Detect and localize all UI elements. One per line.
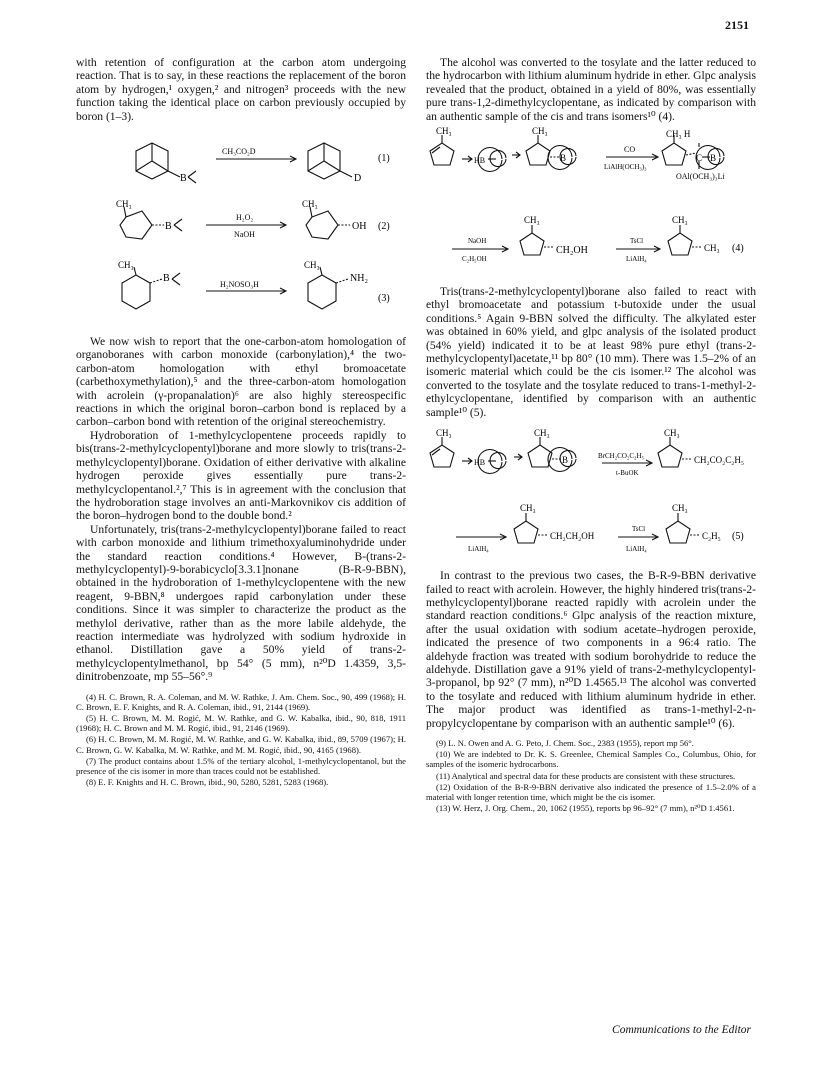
eq2-ch3-left: CH₃ bbox=[116, 199, 132, 210]
eq2-reagent-top: H₂O₂ bbox=[236, 213, 254, 223]
right-paragraph-1: The alcohol was converted to the tosylate and the latter reduced to the hydrocarbon with lithium aluminum hydride in ether. Glpc analysis revealed that the product, obtained in a yield of 80%, was essentially pure trans-1,2-dimethylcyclopentane, as indicated by comparison with an authentic sample of the cis and trans isomers¹⁰ (4). bbox=[426, 56, 756, 123]
eq3-nh2-label: NH₂ bbox=[350, 273, 368, 285]
eq4-oal: OAl(OCH₃)₃Li bbox=[676, 172, 725, 182]
eq2-b-label: B bbox=[165, 221, 172, 233]
footnote-8: (8) E. F. Knights and H. C. Brown, ibid., 90, 5280, 5281, 5283 (1968). bbox=[86, 777, 329, 788]
footnote-4: (4) H. C. Brown, R. A. Coleman, and M. W. Rathke, J. Am. Chem. Soc., 90, 499 (1968); H. C. Brown, E. F. Knights, and R. A. Coleman, ibid., 91, 2144 (1969). bbox=[76, 691, 406, 712]
right-column bbox=[426, 56, 756, 814]
eq5-reagent-bottom: t-BuOK bbox=[616, 469, 639, 478]
eq1-number: (1) bbox=[378, 153, 390, 165]
eq4-ch3: CH₃ bbox=[436, 127, 452, 137]
equation-5 bbox=[426, 429, 756, 559]
equation-1 bbox=[76, 137, 406, 193]
eq4-tscl: TsCl bbox=[630, 237, 644, 246]
eq3-ch3-left: CH₃ bbox=[118, 261, 134, 271]
eq5-alcohol: CH₂CH₂OH bbox=[550, 531, 595, 542]
right-paragraph-2: Tris(trans-2-methylcyclopentyl)borane also failed to react with ethyl bromoacetate and potassium t-butoxide under the usual conditions.⁵ Again 9-BBN solved the difficulty. The alkylated ester was obtained in 60% yield, and glpc analysis of the isolated product (54% yield) indicated it to be at least 98% pure ethyl (trans-2-methylcyclopentyl)acetate,¹¹ bp 80° (10 mm). There was 1.5–2% of an isomeric material which could be the cis isomer.¹² The alcohol was converted to the tosylate and the tosylate reduced to trans-1-methyl-2-ethylcyclopentane, identified by comparison with an authentic sample¹⁰ (5). bbox=[426, 285, 756, 419]
left-column bbox=[76, 56, 406, 788]
eq1-reagent: CH₃CO₂D bbox=[222, 147, 256, 157]
eq2-number: (2) bbox=[378, 221, 390, 233]
eq5-ester: CH₂CO₂C₂H₅ bbox=[694, 455, 745, 466]
left-footnotes bbox=[76, 692, 406, 788]
right-paragraph-3: In contrast to the previous two cases, the B-R-9-BBN derivative failed to react with acrolein. However, the highly hindered tris(trans-2-methylcyclopentyl)borane reacted rapidly with acrolein under the standard reaction conditions.⁶ Glpc analysis of the reaction mixture, after the usual oxidation with sodium acetate–hydrogen peroxide, indicated the presence of two components in a 96:4 ratio. The aldehyde fraction was treated with sodium borohydride to reduce the aldehyde. Distillation gave a 91% yield of trans-2-methylcyclopentyl-3-propanol, bp 92° (7 mm), n²⁰D 1.4565.¹³ The alcohol was converted to the tosylate and reduced with lithium aluminum hydride in ether. The major product was identified as trans-1-methyl-2-n-propylcyclopentane by comparison with an authentic sample¹⁰ (6). bbox=[426, 569, 756, 730]
footnote-6: (6) H. C. Brown, M. M. Rogić, M. W. Rathke, and G. W. Kabalka, ibid., 89, 5709 (1967); H. C. Brown, G. W. Kabalka, M. W. Rathke, and M. M. Rogić, ibid., 90, 4165 (1968). bbox=[76, 734, 406, 755]
footnote-9: (9) L. N. Owen and A. G. Peto, J. Chem. Soc., 2383 (1955), report mp 56°. bbox=[436, 737, 694, 748]
eq5-b: B bbox=[562, 455, 569, 466]
footnote-7: (7) The product contains about 1.5% of the tertiary alcohol, 1-methylcyclopentanol, but the presence of the cis isomer in more than traces could not be established. bbox=[76, 755, 406, 777]
eq4-ch3-end: CH₃ bbox=[704, 243, 720, 254]
eq4-hb: HB bbox=[474, 156, 486, 166]
eq5-lialh4-b: LiAlH₄ bbox=[626, 545, 647, 554]
eq1-d-label: D bbox=[354, 173, 362, 185]
eq5-ethyl: C₂H₅ bbox=[702, 531, 721, 542]
footnote-13: (13) W. Herz, J. Org. Chem., 20, 1062 (1955), reports bp 96–92° (7 mm), n²⁰D 1.4561. bbox=[436, 803, 735, 814]
eq5-reagent-top: BrCH₂CO₂C₂H₅ bbox=[598, 452, 644, 461]
left-paragraph-3: Hydroboration of 1-methylcyclopentene proceeds rapidly to bis(trans-2-methylcyclopentyl)borane and more slowly to tris(trans-2-methylcyclopentyl)borane. Oxidation of either derivative with alkaline hydrogen peroxide gives essentially pure trans-2-methylcyclopentanol.²,⁷ This is in agreement with the conclusion that the hydroboration stage involves an anti-Markovnikov cis addition of the boron–hydrogen bond to the double bond.² bbox=[76, 428, 406, 523]
footnote-5: (5) H. C. Brown, M. M. Rogić, M. W. Rathke, and G. W. Kabalka, ibid., 90, 818, 1911 (1968); H. C. Brown and M. M. Rogić, ibid., 91, 2146 (1969). bbox=[76, 713, 406, 734]
eq4-ch3-c: CH₃ bbox=[524, 215, 540, 226]
footnote-10: (10) We are indebted to Dr. K. S. Greenlee, Chemical Samples Co., Columbus, Ohio, for samples of the isomeric hydrocarbons. bbox=[426, 749, 756, 770]
eq4-b2: B bbox=[710, 153, 717, 164]
eq4-ch3-b: CH₃ bbox=[532, 127, 548, 137]
eq4-co: CO bbox=[624, 145, 636, 155]
page-footer: Communications to the Editor bbox=[612, 1024, 751, 1036]
right-footnotes bbox=[426, 738, 756, 813]
eq4-ch3-h: CH₃ H bbox=[666, 129, 691, 140]
equation-4 bbox=[426, 127, 756, 277]
left-paragraph-1: with retention of configuration at the carbon atom undergoing reaction. That is to say, in these reactions the replacement of the boron atom by hydrogen,¹ oxygen,² and nitrogen³ proceeds with the new function taking the identical place on carbon previously occupied by boron (1–3). bbox=[76, 56, 406, 123]
eq2-reagent-bottom: NaOH bbox=[234, 230, 255, 240]
eq5-ch3: CH₃ bbox=[436, 429, 452, 439]
footnote-12: (12) Oxidation of the B-R-9-BBN derivative also indicated the presence of 1.5–2.0% of a material with longer retention time, which might be the cis isomer. bbox=[426, 781, 756, 802]
eq5-ch3-e: CH₃ bbox=[672, 503, 688, 514]
eq4-number: (4) bbox=[732, 243, 744, 255]
eq4-naoh: NaOH bbox=[468, 237, 487, 246]
eq4-etoh: C₂H₅OH bbox=[462, 255, 487, 264]
equation-2 bbox=[76, 199, 406, 255]
eq4-ch3-d: CH₃ bbox=[672, 215, 688, 226]
eq4-reagent: LiAlH(OCH₃)₃ bbox=[604, 163, 647, 172]
eq5-number: (5) bbox=[732, 531, 744, 543]
eq3-number: (3) bbox=[378, 293, 390, 305]
left-paragraph-4: Unfortunately, tris(trans-2-methylcyclopentyl)borane failed to react with carbon monoxide and lithium trimethoxyaluminohydride under the standard reaction conditions.⁴ However, B-(trans-2-methylcyclopentyl)-9-borabicyclo[3.3.1]nonane (B-R-9-BBN), obtained in the hydroboration of 1-methylcyclopentene with the new reagent, 9-BBN,⁸ undergoes rapid carbonylation under these conditions. Since it was simpler to characterize the product as the methylol derivative, rather than as the more labile aldehyde, the reaction intermediate was hydrolyzed with sodium hydroxide in ethanol. Distillation gave a 50% yield of trans-2-methylcyclopentylmethanol, bp 54° (5 mm), n²⁰D 1.4359, 3,5-dinitrobenzoate, mp 55–56°.⁹ bbox=[76, 522, 406, 684]
eq4-ch2oh: CH₂OH bbox=[556, 245, 588, 257]
eq5-ch3-c: CH₃ bbox=[664, 429, 680, 439]
eq4-b: B bbox=[560, 153, 567, 164]
page-number: 2151 bbox=[725, 18, 749, 32]
footnote-11: (11) Analytical and spectral data for these products are consistent with these structures. bbox=[436, 770, 736, 781]
eq3-reagent: H₂NOSO₃H bbox=[220, 280, 259, 290]
eq4-lialh4: LiAlH₄ bbox=[626, 255, 647, 264]
equation-3 bbox=[76, 261, 406, 323]
left-paragraph-2: We now wish to report that the one-carbon-atom homologation of organoboranes with carbon monoxide (carbonylation),⁴ the two-carbon-atom homologation with ethyl bromoacetate (carbethoxymethylation),⁵ and the three-carbon-atom homologation with acrolein (γ-propanalation)⁶ are also highly stereospecific reactions in which the original boron–carbon bond is replaced by a carbon–carbon bond with retention of the original stereochemistry. bbox=[76, 335, 406, 429]
eq5-ch3-d: CH₃ bbox=[520, 503, 536, 514]
eq3-ch3-right: CH₃ bbox=[304, 261, 320, 271]
eq3-b-label: B bbox=[163, 273, 170, 285]
eq5-tscl: TsCl bbox=[632, 525, 646, 534]
eq5-ch3-b: CH₃ bbox=[534, 429, 550, 439]
eq2-ch3-right: CH₃ bbox=[302, 199, 318, 210]
eq4-c: C bbox=[696, 153, 703, 164]
eq1-b-label: B bbox=[180, 173, 187, 185]
eq2-oh-label: OH bbox=[352, 221, 367, 233]
eq5-hb: HB bbox=[474, 458, 486, 468]
eq5-lialh4: LiAlH₄ bbox=[468, 545, 489, 554]
